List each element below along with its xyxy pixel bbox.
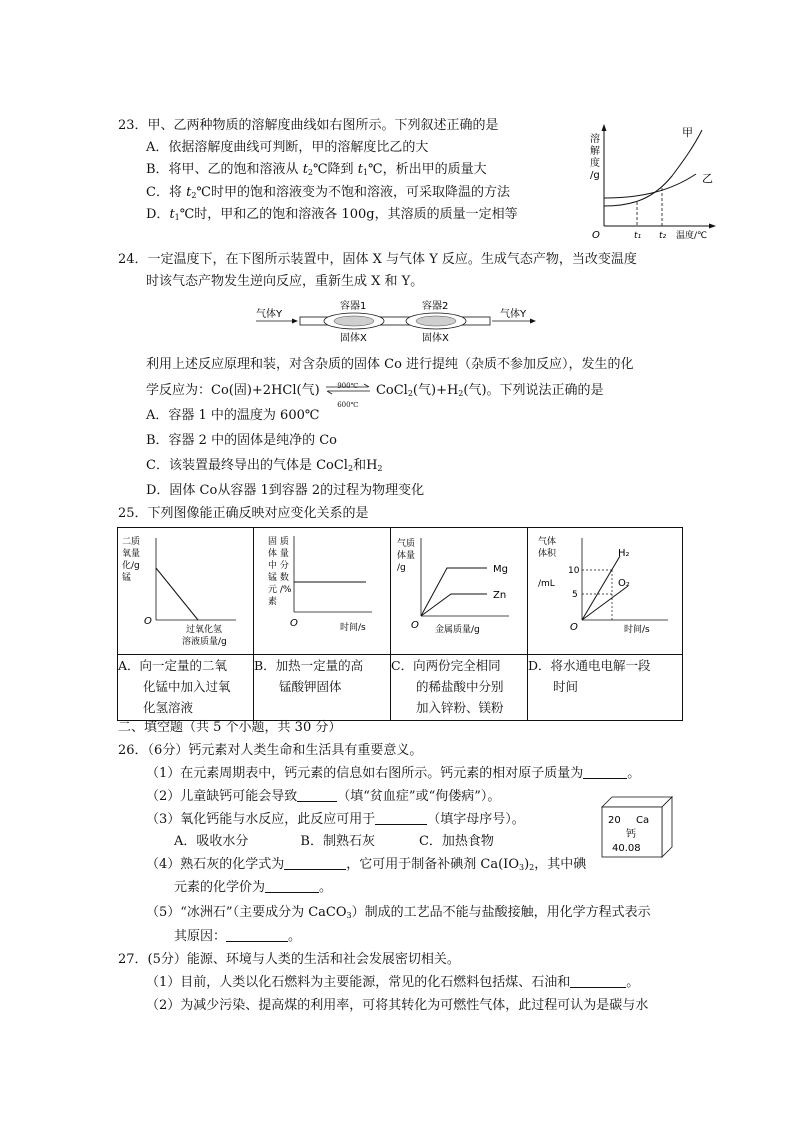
curve-yi bbox=[604, 174, 696, 198]
graph-d-h2-line bbox=[582, 556, 620, 620]
caption-a bbox=[118, 655, 254, 721]
q26-part3: （3）氧化钙能与水反应，此反应可用于 （填字母序号）。 bbox=[146, 812, 525, 827]
gas-in-label: 气体Y bbox=[256, 309, 283, 320]
graph-b-ylabel-1: 固 质 bbox=[268, 537, 289, 547]
graph-cell-c bbox=[391, 528, 528, 655]
curve-jia bbox=[604, 130, 702, 206]
caption-b-line1: B．加热一定量的高 bbox=[254, 658, 364, 673]
graph-d-h2-label: H₂ bbox=[618, 548, 630, 559]
q23-option-b: B．将甲、乙的饱和溶液从 $t_2℃$降到 $t_1℃$，析出甲的质量大 bbox=[146, 162, 487, 177]
q24-option-b: B．容器 2 中的固体是纯净的 Co bbox=[146, 433, 337, 448]
y-axis-arrow bbox=[602, 124, 607, 131]
q26-part5: （5）“冰洲石”（主要成分为 CaCO$_3$）制成的工艺品不能与盐酸接触，用化学方程式表示 bbox=[146, 905, 651, 920]
graph-b bbox=[254, 528, 390, 650]
graph-c-xlabel: 金属质量/g bbox=[435, 625, 480, 635]
q27-stem: 27．(5分）能源、环境与人类的生活和社会发展密切相关。 bbox=[118, 952, 460, 967]
q27-part2: （2）为减少污染、提高煤的利用率，可将其转化为可燃性气体，此过程可认为是碳与水 bbox=[146, 998, 649, 1013]
graph-c-zn-label: Zn bbox=[493, 590, 507, 601]
solubility-curve-graph bbox=[584, 118, 724, 242]
graph-d-ylabel-2: 体积 bbox=[538, 549, 557, 559]
q23-option-c: C．将 $t_2℃$时甲的饱和溶液变为不饱和溶液，可采取降温的方法 bbox=[146, 185, 510, 200]
graph-b-ylabel-6: 素 bbox=[268, 597, 278, 607]
q24-stem-line2: 时该气态产物发生逆向反应，重新生成 X 和 Y。 bbox=[146, 274, 424, 289]
graph-a-line bbox=[156, 568, 198, 620]
graph-c-ylabel-3: /g bbox=[397, 563, 406, 573]
condition-top: 900℃ bbox=[337, 382, 359, 390]
caption-a-line1: A．向一定量的二氧 bbox=[118, 658, 228, 673]
q24-option-a: A．容器 1 中的温度为 600℃ bbox=[146, 408, 320, 423]
element-name: 钙 bbox=[626, 829, 636, 840]
condition-bottom: 600℃ bbox=[337, 401, 359, 409]
q23-option-d: D．$t_1℃$时，甲和乙的饱和溶液各 100g，其溶质的质量一定相等 bbox=[146, 207, 518, 222]
graph-d-xlabel: 时间/s bbox=[624, 625, 650, 635]
graph-a-origin: O bbox=[144, 616, 152, 627]
graph-c-ylabel-1: 气质 bbox=[397, 539, 416, 549]
graph-a bbox=[118, 528, 253, 650]
graph-d-origin: O bbox=[570, 622, 578, 633]
graph-a-xlabel-2: 溶液质量/g bbox=[182, 637, 227, 647]
q24-option-c: C．该装置最终导出的气体是 CoCl$_2$和$H_2$ bbox=[146, 458, 383, 473]
y-axis-label-2: 解 bbox=[590, 146, 600, 157]
answer-blank[interactable] bbox=[570, 975, 626, 988]
graph-cell-a bbox=[118, 528, 254, 655]
t2-label: t₂ bbox=[659, 231, 667, 241]
solid-2-label: 固体X bbox=[422, 333, 449, 344]
caption-d bbox=[528, 655, 683, 721]
q24-equation-line: 学反应为：Co(固)+2HCl(气) 900℃ 600℃ CoCl$_2$(气)$+H_2$(气)。下列说法正确的是 bbox=[146, 380, 604, 405]
q24-stem-line1: 24．一定温度下，在下图所示装置中，固体 X 与气体 Y 反应。生成气态产物，当改变温度 bbox=[118, 252, 637, 267]
answer-blank[interactable] bbox=[284, 857, 346, 870]
y-axis-label-4: /g bbox=[590, 170, 600, 181]
gas-out-arrow-head bbox=[530, 319, 536, 324]
graph-b-ylabel-3: 中 分 bbox=[268, 561, 289, 571]
x-axis-label: 温度/℃ bbox=[676, 231, 708, 241]
q23-option-a: A．依据溶解度曲线可判断，甲的溶解度比乙的大 bbox=[146, 140, 429, 155]
t1-label: t₁ bbox=[634, 231, 642, 241]
graph-cell-b bbox=[254, 528, 391, 655]
graph-a-ylabel-3: 化/g bbox=[122, 561, 140, 571]
graph-a-xlabel-1: 过氧化氢 bbox=[186, 625, 223, 635]
graph-d-ylabel-1: 气体 bbox=[538, 537, 557, 547]
caption-d-line2: 时间 bbox=[553, 679, 579, 694]
answer-blank[interactable] bbox=[226, 929, 288, 942]
graph-b-ylabel-4: 锰 数 bbox=[268, 573, 289, 583]
graph-d-o2-line bbox=[582, 586, 628, 620]
graph-d bbox=[528, 528, 682, 650]
answer-blank[interactable] bbox=[265, 880, 319, 893]
graph-c bbox=[391, 528, 527, 650]
graph-b-ylabel-5: 元 /% bbox=[268, 585, 292, 595]
graph-b-xlabel: 时间/s bbox=[340, 623, 366, 633]
calcium-element-tile bbox=[600, 795, 676, 859]
tile-side-face bbox=[662, 797, 672, 857]
atomic-number: 20 bbox=[608, 815, 621, 826]
q26-part3-options: A．吸收水分 B．制熟石灰 C．加热食物 bbox=[174, 834, 494, 849]
q27-part1: （1）目前，人类以化石燃料为主要能源，常见的化石燃料包括煤、石油和 。 bbox=[146, 975, 640, 990]
section-2-heading: 二、填空题（共 5 个小题，共 30 分） bbox=[118, 720, 342, 735]
caption-a-line2: 化锰中加入过氧 bbox=[143, 679, 231, 694]
graph-d-tick-10: 10 bbox=[568, 566, 580, 576]
origin-label: O bbox=[592, 230, 600, 241]
gas-in-arrow-head bbox=[292, 319, 298, 324]
solid-1-label: 固体X bbox=[340, 333, 367, 344]
atomic-mass: 40.08 bbox=[612, 843, 641, 854]
graph-d-ylabel-3: /mL bbox=[538, 579, 555, 589]
graph-a-ylabel-1: 二质 bbox=[122, 537, 141, 547]
answer-blank[interactable] bbox=[583, 766, 627, 779]
graph-d-tick-5: 5 bbox=[572, 590, 578, 600]
apparatus-diagram bbox=[254, 296, 544, 348]
caption-b-line2: 锰酸钾固体 bbox=[279, 679, 342, 694]
graph-a-ylabel-2: 氧量 bbox=[122, 549, 141, 559]
answer-blank[interactable] bbox=[375, 812, 427, 825]
element-symbol: Ca bbox=[636, 815, 650, 826]
caption-c-line2: 的稀盐酸中分别 bbox=[416, 679, 504, 694]
caption-b bbox=[254, 655, 391, 721]
solid-x-1 bbox=[334, 316, 374, 326]
caption-c bbox=[391, 655, 528, 721]
tile-top-face bbox=[602, 797, 672, 807]
caption-d-line1: D．将水通电电解一段 bbox=[528, 658, 651, 673]
q23-stem: 23．甲、乙两种物质的溶解度曲线如右图所示。下列叙述正确的是 bbox=[118, 118, 499, 133]
q24-option-d: D．固体 Co从容器 1到容器 2的过程为物理变化 bbox=[146, 483, 425, 498]
container-2-label: 容器2 bbox=[422, 301, 449, 312]
answer-blank[interactable] bbox=[297, 789, 337, 802]
graph-b-origin: O bbox=[290, 618, 298, 629]
caption-a-line3: 化氢溶液 bbox=[143, 700, 194, 715]
y-axis-label-1: 溶 bbox=[590, 134, 600, 145]
caption-c-line1: C．向两份完全相同 bbox=[391, 658, 501, 673]
graph-b-ylabel-2: 体 量 bbox=[268, 549, 289, 559]
gas-out-label: 气体Y bbox=[500, 309, 527, 320]
graph-a-ylabel-4: 锰 bbox=[122, 573, 132, 583]
q26-part2: （2）儿童缺钙可能会导致 （填“贫血症”或“佝偻病”）。 bbox=[146, 789, 501, 804]
q26-part5-cont: 其原因： 。 bbox=[174, 929, 302, 944]
y-axis-label-3: 度 bbox=[590, 158, 600, 169]
solid-x-2 bbox=[416, 316, 456, 326]
q24-para-line1: 利用上述反应原理和装，对含杂质的固体 Co 进行提纯（杂质不参加反应），发生的化 bbox=[146, 357, 634, 372]
graph-cell-d bbox=[528, 528, 683, 655]
q25-stem: 25．下列图像能正确反映对应变化关系的是 bbox=[118, 506, 369, 521]
q26-part4-cont: 元素的化学价为 。 bbox=[174, 880, 333, 895]
q25-options-table bbox=[117, 527, 683, 721]
label-jia: 甲 bbox=[682, 126, 693, 139]
x-axis-arrow bbox=[709, 224, 716, 229]
q26-part1: （1）在元素周期表中，钙元素的信息如右图所示。钙元素的相对原子质量为 。 bbox=[146, 766, 641, 781]
graph-d-o2-label: O₂ bbox=[618, 578, 630, 589]
graph-c-origin: O bbox=[411, 620, 419, 631]
reversible-arrow bbox=[324, 382, 372, 409]
q26-stem: 26．（6分）钙元素对人类生命和生活具有重要意义。 bbox=[118, 743, 423, 758]
label-yi: 乙 bbox=[702, 172, 713, 185]
container-1-label: 容器1 bbox=[340, 301, 367, 312]
graph-c-mg-label: Mg bbox=[493, 564, 508, 575]
q26-part4: （4）熟石灰的化学式为 ，它可用于制备补碘剂 $Ca(IO_3)_2$，其中碘 bbox=[146, 857, 587, 872]
graph-c-ylabel-2: 体量 bbox=[397, 551, 416, 561]
caption-c-line3: 加入锌粉、镁粉 bbox=[416, 700, 504, 715]
